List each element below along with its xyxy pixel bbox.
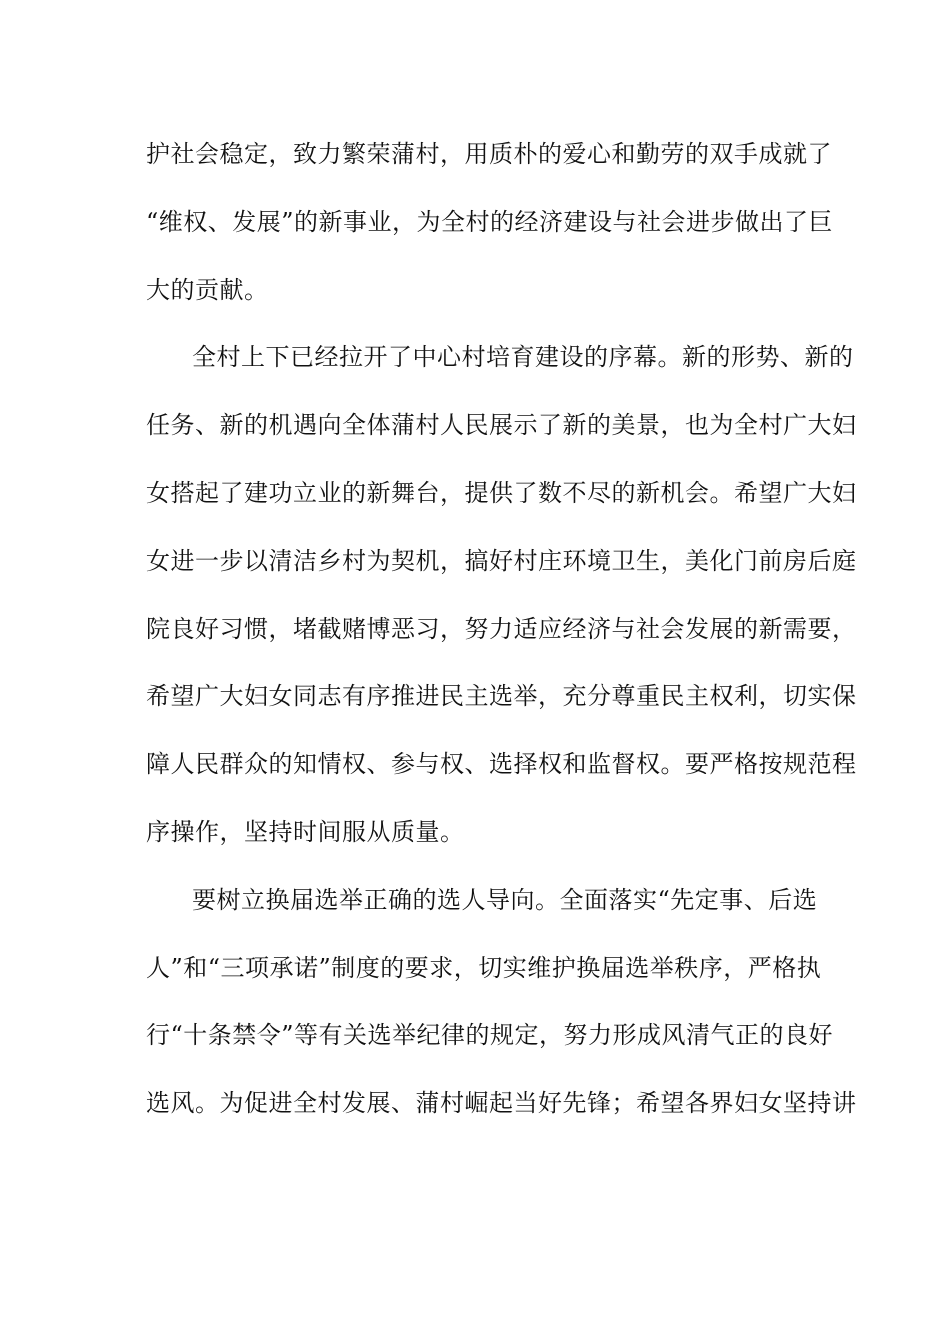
text-line: 女搭起了建功立业的新舞台，提供了数不尽的新机会。希望广大妇 — [146, 478, 857, 507]
text-line: 护社会稳定，致力繁荣蒲村，用质朴的爱心和勤劳的双手成就了 — [146, 140, 832, 168]
text-line: 要树立换届选举正确的选人导向。全面落实“先定事、后选 — [192, 885, 818, 914]
text-line: 选风。为促进全村发展、蒲村崛起当好先锋；希望各界妇女坚持讲 — [146, 1089, 857, 1118]
text-line: 全村上下已经拉开了中心村培育建设的序幕。新的形势、新的 — [192, 343, 854, 372]
text-line: 女进一步以清洁乡村为契机，搞好村庄环境卫生，美化门前房后庭 — [146, 546, 857, 575]
text-line: 大的贡献。 — [146, 275, 269, 304]
text-line: 任务、新的机遇向全体蒲村人民展示了新的美景，也为全村广大妇 — [146, 411, 857, 440]
text-line: 人”和“三项承诺”制度的要求，切实维护换届选举秩序，严格执 — [146, 953, 822, 982]
text-line: 院良好习惯，堵截赌博恶习，努力适应经济与社会发展的新需要， — [146, 614, 857, 643]
text-line: “维权、发展”的新事业，为全村的经济建设与社会进步做出了巨 — [146, 207, 834, 236]
text-line: 序操作，坚持时间服从质量。 — [146, 817, 465, 846]
text-line: 障人民群众的知情权、参与权、选择权和监督权。要严格按规范程 — [146, 750, 857, 779]
text-line: 行“十条禁令”等有关选举纪律的规定，努力形成风清气正的良好 — [146, 1021, 834, 1050]
body-text — [146, 126, 857, 1143]
text-line: 希望广大妇女同志有序推进民主选举，充分尊重民主权利，切实保 — [146, 682, 857, 711]
